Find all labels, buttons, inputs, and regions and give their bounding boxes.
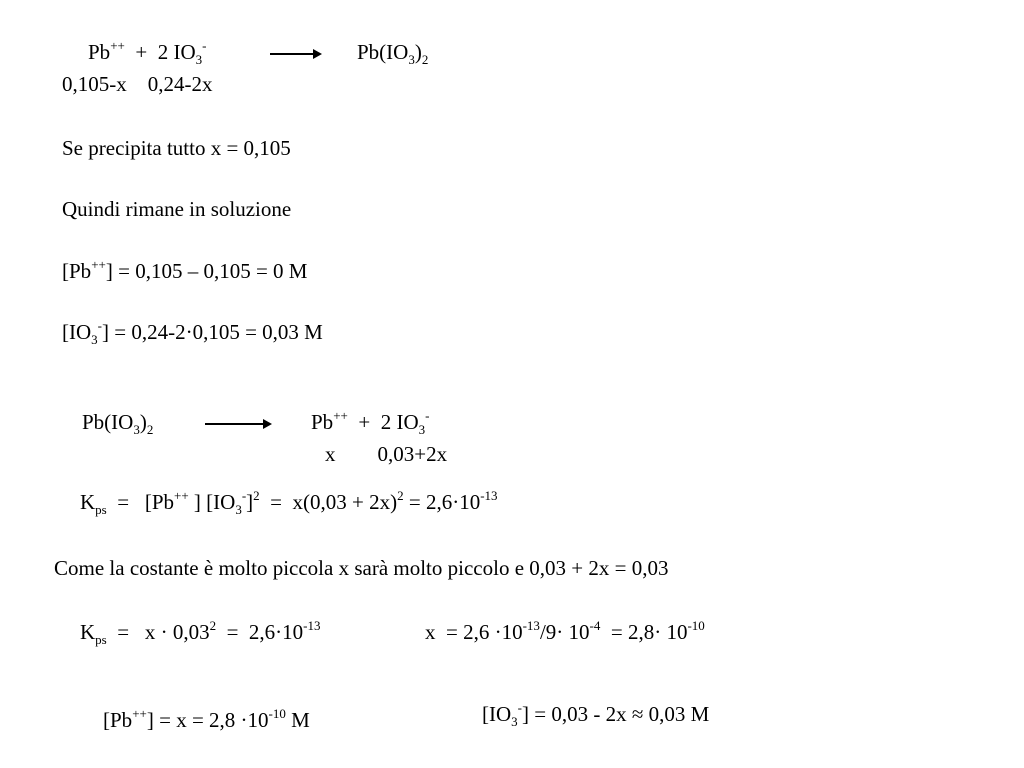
reaction-2-products: Pb++ + 2 $IO_3^-$ (311, 408, 430, 437)
reaction-arrow-icon (205, 423, 270, 425)
reaction-1-product: $Pb(IO_3)_2$ (357, 40, 429, 67)
approximation-note: Come la costante è molto piccola x sarà molto piccolo e 0,03 + 2x = 0,03 (54, 556, 669, 580)
reaction-arrow-icon (270, 53, 320, 55)
pb-concentration-2: $[Pb^{++}] = x = 2,8 \cdot 10^{-10}$ M (103, 706, 310, 732)
concentrations-1: 0,105-x 0,24-2x (62, 72, 213, 96)
kps-expression-1: $K_{ps} = [Pb^{++}$ ] $[IO_3^-]^2 = x(0,03 + 2x)^2 = 2,6\cdot 10^{-13}$ (80, 488, 498, 517)
reaction-1-reactants: Pb++ + 2 $IO_3^-$ (88, 38, 207, 67)
concentrations-2: x 0,03+2x (325, 442, 448, 466)
kps-expression-2: $K_{ps} = x \cdot 0,03^2 = 2,6\cdot 10^{-13}$ (80, 618, 321, 647)
remaining-text: Quindi rimane in soluzione (62, 197, 292, 221)
io3-concentration-2: $[IO_3^-] = 0,03 - 2x \approx 0,03$ M (482, 700, 710, 729)
pb-concentration-1: [Pb++] = 0,105 – 0,105 = 0 M (62, 257, 308, 283)
io3-concentration-1: $[IO_3^-] = 0,24-2\cdot 0,105 = 0,03$ M (62, 318, 323, 347)
x-solution: $x = 2,6 \cdot 10^{-13}/9\cdot 10^{-4} = 2,8\cdot 10^{-10}$ (425, 618, 705, 644)
precipitation-text: Se precipita tutto x = 0,105 (62, 136, 291, 160)
reaction-2-reactant: $Pb(IO_3)_2$ (82, 410, 154, 437)
